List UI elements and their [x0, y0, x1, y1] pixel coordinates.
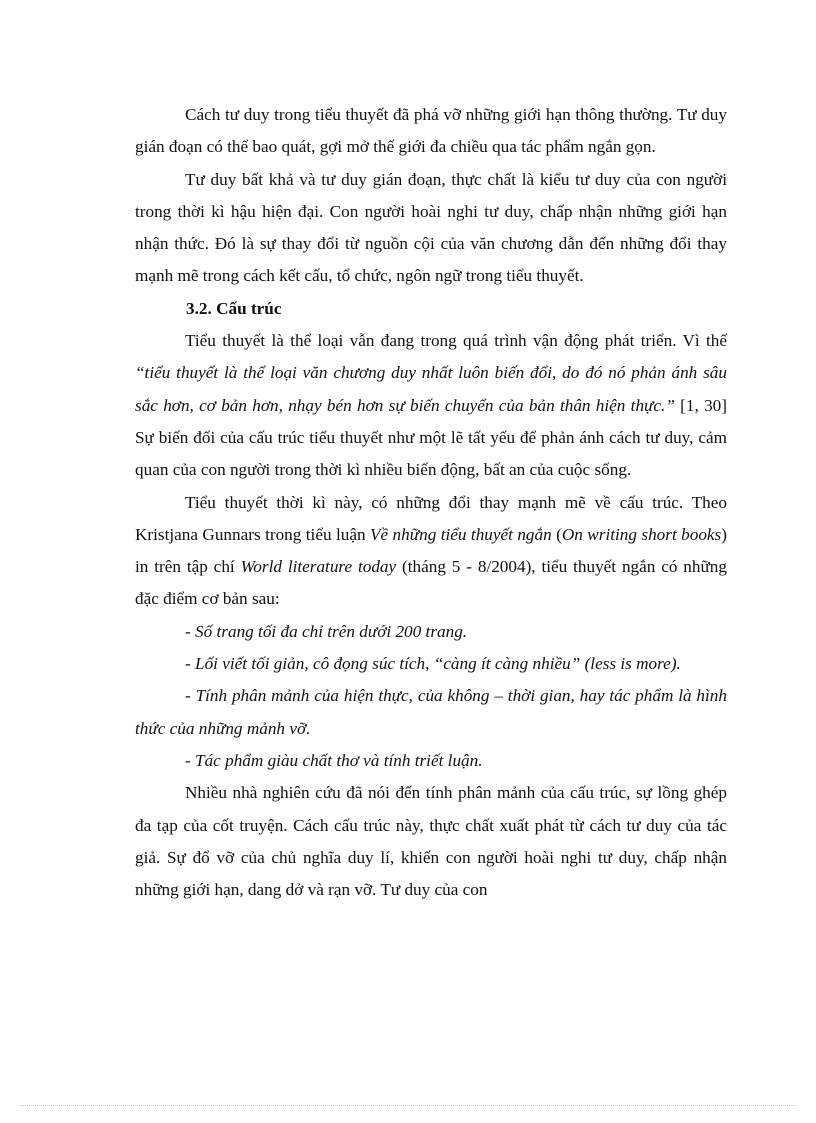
paragraph-thinking-limits [135, 99, 727, 164]
essay-title: Về những tiểu thuyết ngắn [370, 524, 552, 544]
paragraph-text: Tư duy bất khả và tư duy gián đoạn, thực chất là kiểu tư duy của con người trong thời kì hậu hiện đại. Con người hoài nghi tư duy, chấp nhận những giới hạn nhận thức. Đó là sự thay đổi từ nguồn cội của văn chương dẫn đến những đổi thay mạnh mẽ trong cách kết cấu, tổ chức, ngôn ngữ trong tiểu thuyết. [135, 169, 727, 286]
paragraph-tail: [1, 30] Sự biến đổi của cấu trúc tiểu thuyết như một lẽ tất yếu để phản ánh cách tư duy, cảm quan của con người trong thời kì nhiều biến động, bất an của cuộc sống. [135, 395, 727, 480]
paragraph-fragmentation [135, 777, 727, 906]
list-item: - Lối viết tối giản, cô đọng súc tích, “càng ít càng nhiều” (less is more). [185, 654, 681, 674]
paragraph-part: (tháng 5 - 8/2004), tiểu thuyết ngắn có những đặc điểm cơ bản sau: [135, 557, 727, 609]
section-heading: 3.2. Cấu trúc [186, 298, 282, 318]
paragraph-text: Nhiều nhà nghiên cứu đã nói đến tính phân mảnh của cấu trúc, sự lồng ghép đa tạp của cốt truyện. Cách cấu trúc này, thực chất xuất phát từ cách tư duy của tác giả. Sự đổ vỡ của chủ nghĩa duy lí, khiến con người hoài nghi tư duy, chấp nhận những giới hạn, dang dở và rạn vỡ. Tư duy của con [135, 783, 727, 900]
document-body [135, 99, 727, 906]
quotation: “tiểu thuyết là thể loại văn chương duy nhất luôn biến đổi, do đó nó phản ánh sâu sắc hơn, cơ bản hơn, nhạy bén hơn sự biến chuyển của bản thân hiện thực.” [135, 363, 727, 415]
paragraph-gunnars [135, 487, 727, 616]
list-item: - Tác phẩm giàu chất thơ và tính triết luận. [185, 750, 483, 770]
list-item: - Tính phân mảnh của hiện thực, của không – thời gian, hay tác phẩm là hình thức của những mảnh vỡ. [135, 686, 727, 738]
essay-title-english: On writing short books [561, 524, 722, 544]
journal-title: World literature today [240, 557, 397, 577]
paragraph-part: ) in trên tập chí [135, 524, 727, 577]
list-item: - Số trang tối đa chỉ trên dưới 200 trang. [185, 621, 468, 641]
paragraph-lead: Tiểu thuyết là thể loại vẫn đang trong quá trình vận động phát triển. Vì thế [185, 331, 727, 351]
paragraph-part: ( [551, 524, 562, 544]
page-bottom-divider [20, 1105, 796, 1106]
paragraph-text: Cách tư duy trong tiểu thuyết đã phá vỡ những giới hạn thông thường. Tư duy gián đoạn có thể bao quát, gợi mở thế giới đa chiều qua tác phẩm ngắn gọn. [135, 105, 727, 157]
paragraph-postmodern-thinking [135, 164, 727, 293]
paragraph-novel-evolution [135, 325, 727, 486]
paragraph-part: Tiểu thuyết thời kì này, có những đổi thay mạnh mẽ về cấu trúc. Theo Kristjana Gunnars trong tiểu luận [135, 492, 727, 544]
